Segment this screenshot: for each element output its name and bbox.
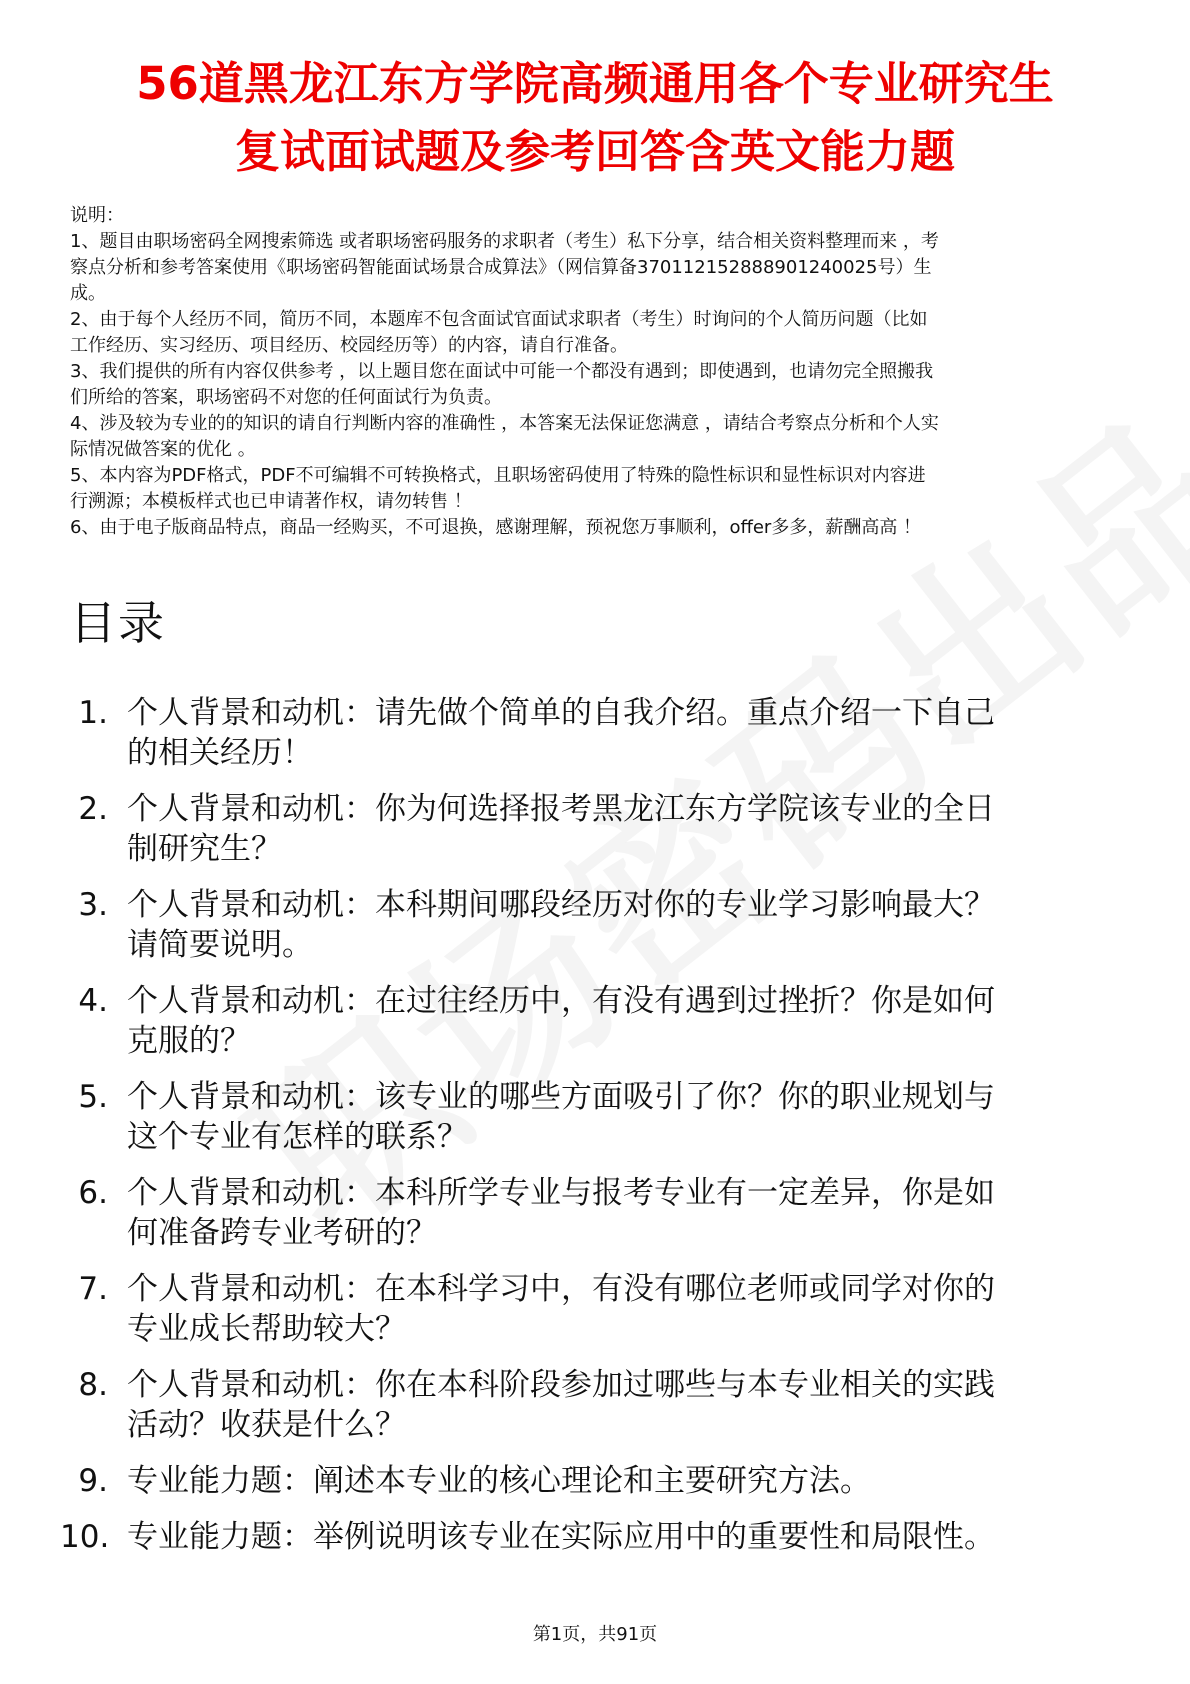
toc-item-line: 个人背景和动机：该专业的哪些方面吸引了你？你的职业规划与	[127, 1079, 995, 1115]
toc-item-number: 7.	[78, 1271, 108, 1307]
note-line: 6、由于电子版商品特点，商品一经购买，不可退换，感谢理解，预祝您万事顺利，offer多多，薪酬高高 ！	[70, 517, 922, 538]
toc-item-line: 专业能力题：举例说明该专业在实际应用中的重要性和局限性。	[127, 1519, 995, 1555]
toc-item-line: 个人背景和动机：你在本科阶段参加过哪些与本专业相关的实践	[127, 1367, 995, 1403]
toc-item-number: 5.	[78, 1079, 108, 1115]
toc-item-number: 4.	[78, 983, 108, 1019]
toc-heading: 目录	[70, 596, 166, 650]
toc-item-line: 个人背景和动机：本科期间哪段经历对你的专业学习影响最大？	[127, 887, 995, 923]
note-line: 5、本内容为PDF格式，PDF不可编辑不可转换格式，且职场密码使用了特殊的隐性标识和显性标识对内容进	[70, 465, 926, 486]
toc-item-line: 活动？收获是什么？	[127, 1407, 406, 1443]
toc-item-text	[127, 1269, 1127, 1349]
note-line: 工作经历、实习经历、项目经历、校园经历等）的内容，请自行准备。	[70, 335, 628, 356]
toc-item-number: 10.	[60, 1519, 110, 1555]
toc-item-line: 个人背景和动机：在过往经历中，有没有遇到过挫折？你是如何	[127, 983, 995, 1019]
toc-item-line: 个人背景和动机：请先做个简单的自我介绍。重点介绍一下自己	[127, 695, 995, 731]
toc-item-line: 这个专业有怎样的联系？	[127, 1119, 468, 1155]
page-footer: 第1页，共91页	[532, 1624, 658, 1645]
note-line: 1、题目由职场密码全网搜索筛选 或者职场密码服务的求职者（考生）私下分享，结合相关资料整理而来 ，考	[70, 231, 939, 252]
title-line-1: 56道黑龙江东方学院高频通用各个专业研究生	[136, 57, 1054, 110]
toc-item-text	[127, 981, 1127, 1061]
toc-item-text	[127, 693, 1127, 773]
note-line: 4、涉及较为专业的的知识的请自行判断内容的准确性 ，本答案无法保证您满意 ，请结合考察点分析和个人实	[70, 413, 939, 434]
toc-item-line: 克服的？	[127, 1023, 251, 1059]
notes-section	[70, 203, 1130, 541]
toc-item-text	[127, 1517, 1127, 1557]
notes-heading: 说明：	[70, 205, 124, 226]
toc-item-line: 个人背景和动机：本科所学专业与报考专业有一定差异，你是如	[127, 1175, 995, 1211]
toc-item-number: 8.	[78, 1367, 108, 1403]
note-line: 际情况做答案的优化 。	[70, 439, 256, 460]
toc-item-text	[127, 1077, 1127, 1157]
toc-item-number: 9.	[78, 1463, 108, 1499]
toc-item-line: 制研究生？	[127, 831, 282, 867]
note-line: 2、由于每个人经历不同，简历不同，本题库不包含面试官面试求职者（考生）时询问的个人简历问题（比如	[70, 309, 928, 330]
note-line: 们所给的答案，职场密码不对您的任何面试行为负责。	[70, 387, 502, 408]
toc-item-line: 专业能力题：阐述本专业的核心理论和主要研究方法。	[127, 1463, 871, 1499]
toc-item-text	[127, 1365, 1127, 1445]
note-line: 3、我们提供的所有内容仅供参考 ，以上题目您在面试中可能一个都没有遇到；即使遇到，也请勿完全照搬我	[70, 361, 934, 382]
toc-item-text	[127, 789, 1127, 869]
note-line: 察点分析和参考答案使用《职场密码智能面试场景合成算法》（网信算备370112152888901240025号）生	[70, 257, 932, 278]
document-title	[40, 50, 1150, 186]
toc-item-number: 2.	[78, 791, 108, 827]
toc-item-text	[127, 1173, 1127, 1253]
title-line-2: 复试面试题及参考回答含英文能力题	[234, 125, 955, 178]
toc-item-text	[127, 1461, 1127, 1501]
note-line: 成。	[70, 283, 106, 304]
note-line: 行溯源；本模板样式也已申请著作权，请勿转售 ！	[70, 491, 472, 512]
toc-item-number: 1.	[78, 695, 108, 731]
toc-item-line: 个人背景和动机：你为何选择报考黑龙江东方学院该专业的全日	[127, 791, 995, 827]
toc-item-line: 请简要说明。	[127, 927, 313, 963]
toc-item-number: 3.	[78, 887, 108, 923]
toc-item-text	[127, 885, 1127, 965]
toc-item-line: 专业成长帮助较大？	[127, 1311, 406, 1347]
toc-item-line: 个人背景和动机：在本科学习中，有没有哪位老师或同学对你的	[127, 1271, 995, 1307]
toc-item-line: 何准备跨专业考研的？	[127, 1215, 437, 1251]
toc-item-number: 6.	[78, 1175, 108, 1211]
toc-item-line: 的相关经历！	[127, 735, 313, 771]
